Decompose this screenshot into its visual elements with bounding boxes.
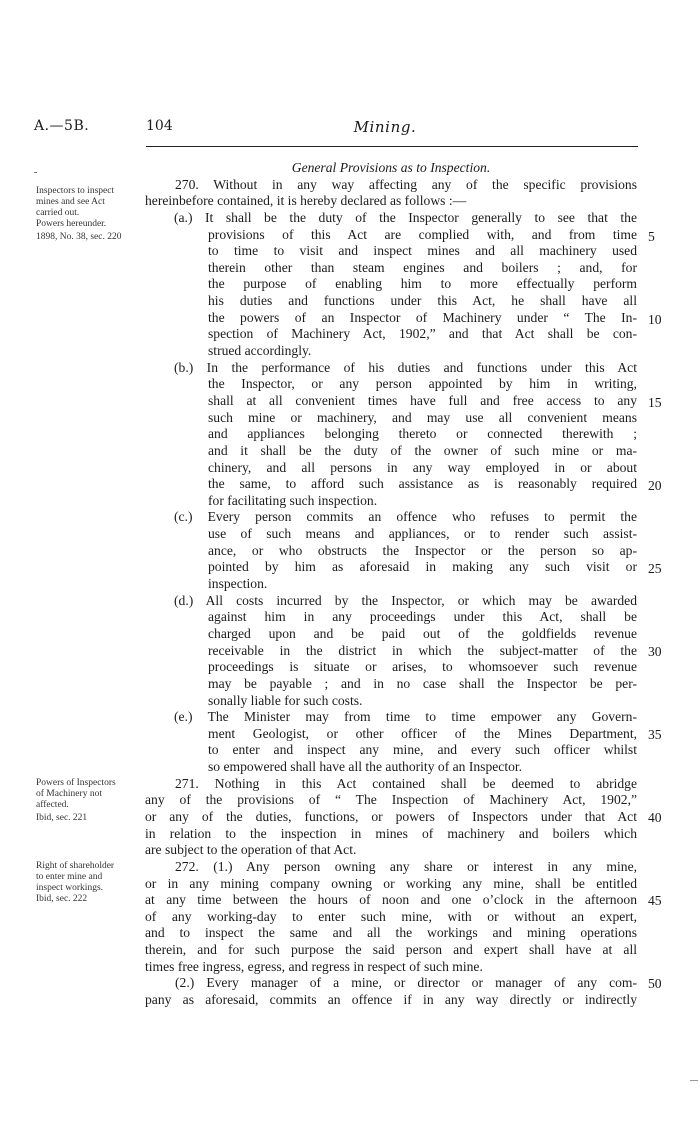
text-line: (e.) The Minister may from time to time empower any Govern- xyxy=(174,709,637,725)
text-line: 271. Nothing in this Act contained shall be deemed to abridge xyxy=(175,775,637,791)
margin-mark xyxy=(34,172,37,173)
body-text xyxy=(145,160,637,1009)
text-line: use of such means and appliances, or to render such assist- xyxy=(208,526,637,542)
sidenote-line: Right of shareholder xyxy=(36,861,115,871)
sidenote-section-272 xyxy=(36,861,144,905)
sidenote-line: affected. xyxy=(36,800,69,810)
text-line: so empowered shall have all the authority of an Inspector. xyxy=(208,759,523,775)
text-line: proceedings is situate or arises, to whomsoever such revenue xyxy=(208,659,637,675)
sidenote-line: carried out. xyxy=(36,208,80,218)
sidenote-line: Inspectors to inspect xyxy=(36,186,115,196)
document-code: A.—5B. xyxy=(34,118,90,134)
line-number: 45 xyxy=(648,893,662,908)
text-line: shall at all convenient times have full and free access to any xyxy=(208,392,637,408)
text-line: provisions of this Act are complied with, and from time xyxy=(208,226,637,242)
text-line: in relation to the inspection in mines of machinery and boilers which xyxy=(145,825,637,841)
text-line: of any working-day to enter such mine, with or without an expert, xyxy=(145,908,637,924)
line-number: 10 xyxy=(648,312,662,327)
text-line: spection of Machinery Act, 1902,” and that Act shall be con- xyxy=(208,326,637,342)
sidenote-line: of Machinery not xyxy=(36,789,102,799)
text-line: may be payable ; and in no case shall the Inspector be per- xyxy=(208,675,637,691)
line-number: 20 xyxy=(648,478,662,493)
sidenote-line: inspect workings. xyxy=(36,883,104,893)
text-line: inspection. xyxy=(208,576,268,592)
text-line: charged upon and be paid out of the goldfields revenue xyxy=(208,625,637,641)
text-line: any of the provisions of “ The Inspection of Machinery Act, 1902,” xyxy=(145,792,637,808)
text-line: or in any mining company owning or working any mine, shall be entitled xyxy=(145,875,637,891)
sidenote-line: mines and see Act xyxy=(36,197,105,207)
text-line: are subject to the operation of that Act. xyxy=(145,842,357,858)
sidenote-line: Ibid, sec. 222 xyxy=(36,894,88,904)
text-line: chinery, and all persons in any way employed in or about xyxy=(208,459,637,475)
sidenote-line: 1898, No. 38, sec. 220 xyxy=(36,232,122,242)
text-line: (c.) Every person commits an offence who refuses to permit the xyxy=(174,509,637,525)
sidenote-line: Ibid, sec. 221 xyxy=(36,813,88,823)
text-line: ance, or who obstructs the Inspector or the person so ap- xyxy=(208,542,637,558)
text-line: pany as aforesaid, commits an offence if in any way directly or indirectly xyxy=(145,992,637,1008)
text-line: 270. Without in any way affecting any of the specific provisions xyxy=(175,176,637,192)
text-line: 272. (1.) Any person owning any share or interest in any mine, xyxy=(175,858,637,874)
sidenote-line: Powers hereunder. xyxy=(36,219,107,229)
scan-mark xyxy=(690,1080,698,1081)
text-line: therein, and for such purpose the said person and expert shall have at all xyxy=(145,942,637,958)
line-number: 15 xyxy=(648,395,662,410)
line-number: 30 xyxy=(648,644,662,659)
sidenote-line: to enter mine and xyxy=(36,872,103,882)
text-line: or any of the duties, functions, or powers of Inspectors under that Act xyxy=(145,808,637,824)
text-line: and it shall be the duty of the owner of such mine or ma- xyxy=(208,442,637,458)
text-line: pointed by him as aforesaid in making any such visit or xyxy=(208,559,637,575)
text-line: ment Geologist, or other officer of the Mines Department, xyxy=(208,725,637,741)
text-line: and to inspect the same and all the workings and mining operations xyxy=(145,925,637,941)
line-number: 40 xyxy=(648,810,662,825)
text-line: (b.) In the performance of his duties and functions under this Act xyxy=(174,359,637,375)
text-line: (d.) All costs incurred by the Inspector, or which may be awarded xyxy=(174,592,637,608)
text-line: to enter and inspect any mine, and every such officer whilst xyxy=(208,742,637,758)
section-heading: General Provisions as to Inspection. xyxy=(291,160,491,175)
text-line: (a.) It shall be the duty of the Inspector generally to see that the xyxy=(174,209,637,225)
text-line: sonally liable for such costs. xyxy=(208,692,363,708)
text-line: for facilitating such inspection. xyxy=(208,492,378,508)
sidenote-section-270 xyxy=(36,186,144,243)
text-line: therein other than steam engines and boilers ; and, for xyxy=(208,259,637,275)
text-line: the same, to afford such assistance as is reasonably required xyxy=(208,476,637,492)
page-header xyxy=(0,118,700,140)
text-line: and appliances belonging thereto or connected therewith ; xyxy=(208,426,637,442)
sidenote-line: Powers of Inspectors xyxy=(36,778,116,788)
page-number: 104 xyxy=(146,118,173,134)
line-number: 25 xyxy=(648,561,662,576)
text-line: strued accordingly. xyxy=(208,343,312,359)
text-line: receivable in the district in which the subject-matter of the xyxy=(208,642,637,658)
text-line: against him in any proceedings under this Act, shall be xyxy=(208,609,637,625)
text-line: (2.) Every manager of a mine, or director or manager of any com- xyxy=(175,975,637,991)
text-line: the Inspector, or any person appointed by him in writing, xyxy=(208,376,637,392)
text-line: at any time between the hours of noon and one o’clock in the afternoon xyxy=(145,892,637,908)
text-line: times free ingress, egress, and regress in respect of such mine. xyxy=(145,958,483,974)
header-rule xyxy=(146,146,638,147)
line-number: 5 xyxy=(648,229,655,244)
line-number: 50 xyxy=(648,976,662,991)
text-line: such mine or machinery, and may use all convenient means xyxy=(208,409,637,425)
sidenote-section-271 xyxy=(36,778,144,824)
text-line: hereinbefore contained, it is hereby declared as follows :— xyxy=(145,193,467,209)
text-line: the powers of an Inspector of Machinery under “ The In- xyxy=(208,309,637,325)
text-line: the purpose of enabling him to more effectually perform xyxy=(208,276,637,292)
text-line: to time to visit and inspect mines and all machinery used xyxy=(208,243,637,259)
running-title: Mining. xyxy=(353,118,417,136)
text-line: his duties and functions under this Act, he shall have all xyxy=(208,293,637,309)
line-number: 35 xyxy=(648,727,662,742)
